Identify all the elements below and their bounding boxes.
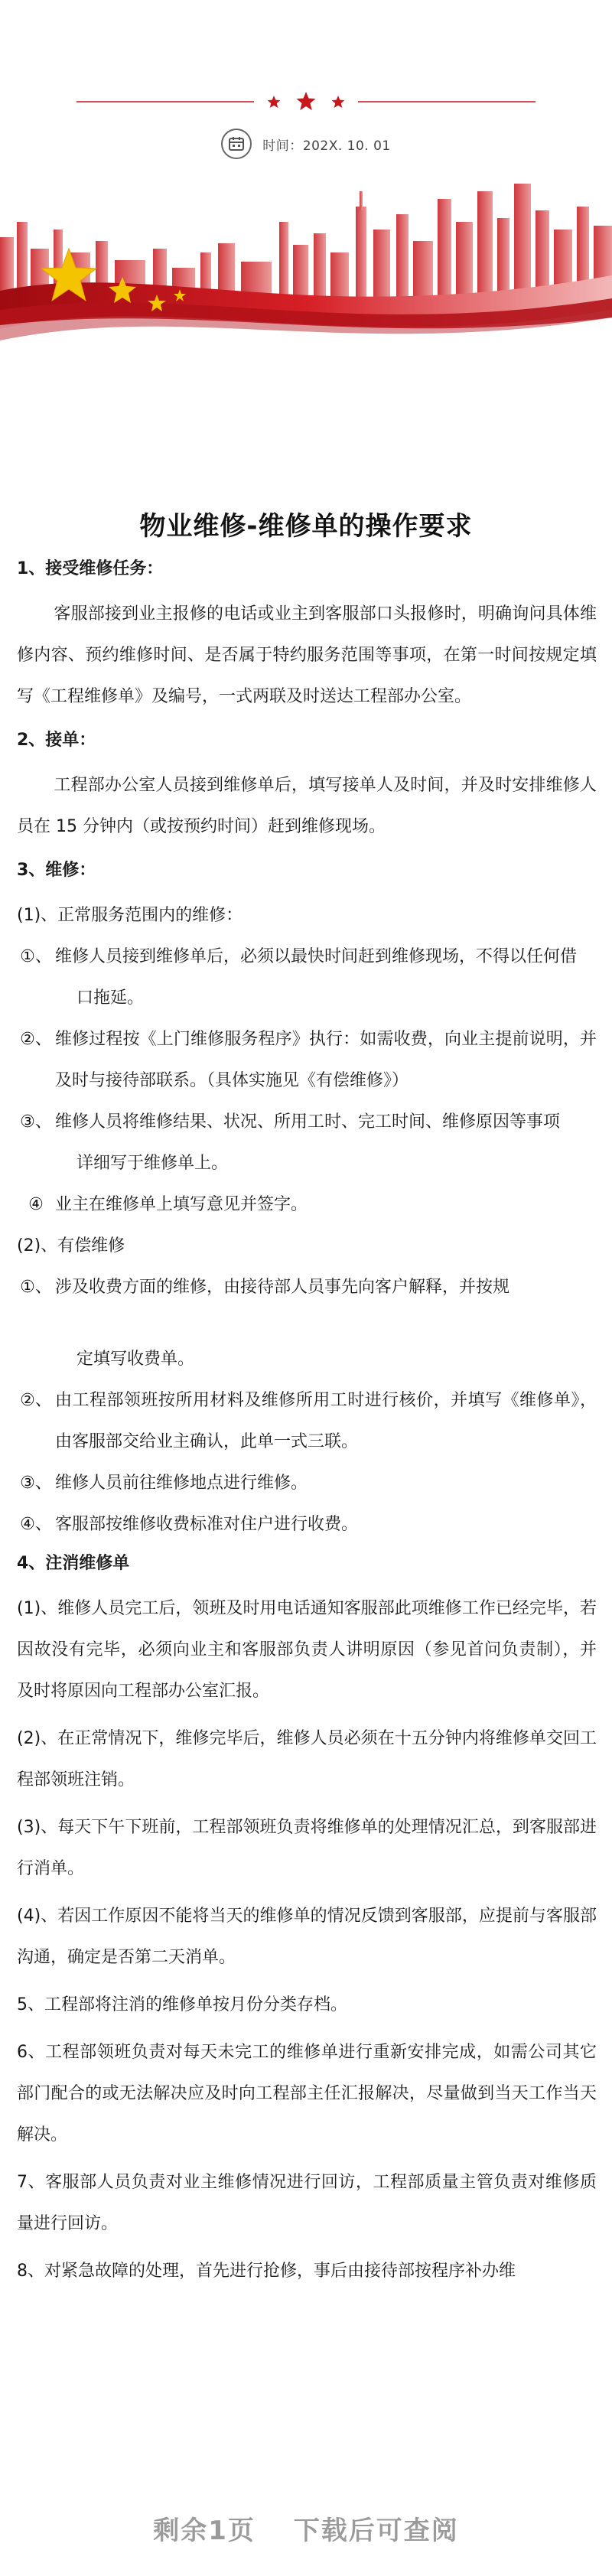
paragraph: 7、客服部人员负责对业主维修情况进行回访，工程部质量主管负责对维修质量进行回访。 <box>17 2173 597 2233</box>
item-number: ③、 <box>20 1474 52 1493</box>
item-number: ①、 <box>20 1278 52 1297</box>
document-title: 物业维修-维修单的操作要求 <box>139 511 473 542</box>
date-label: 时间：202X. 10. 01 <box>262 138 391 154</box>
item-text: 维修人员接到维修单后，必须以最快时间赶到维修现场，不得以任何借 <box>55 947 578 966</box>
section-heading: 2、接单： <box>17 731 96 750</box>
item-continuation: 详细写于维修单上。 <box>76 1154 229 1173</box>
item-number: ②、 <box>20 1391 52 1410</box>
item-text: 由工程部领班按所用材料及维修所用工时进行核价，并填写《维修单》，由客服部交给业主确认，此单一式三联。 <box>55 1391 597 1451</box>
star-icon <box>332 96 345 108</box>
list-item <box>17 1267 597 1308</box>
item-text: 客服部按维修收费标准对住户进行收费。 <box>55 1515 359 1534</box>
item-continuation: 定填写收费单。 <box>76 1350 195 1369</box>
list-item <box>17 1504 597 1545</box>
list-item <box>17 1184 597 1226</box>
list-item <box>17 1019 597 1102</box>
paragraph: (4)、若因工作原因不能将当天的维修单的情况反馈到客服部，应提前与客服部沟通，确定是否第二天消单。 <box>17 1907 597 1967</box>
paragraph: (3)、每天下午下班前，工程部领班负责将维修单的处理情况汇总，到客服部进行消单。 <box>17 1818 597 1878</box>
item-number: ③、 <box>20 1112 52 1132</box>
download-footer[interactable] <box>0 2486 612 2576</box>
item-number: ④、 <box>20 1515 52 1534</box>
list-item <box>17 936 597 978</box>
paragraph: 客服部接到业主报修的电话或业主到客服部口头报修时，明确询问具体维修内容、预约维修时间、是否属于特约服务范围等事项，在第一时间按规定填写《工程维修单》及编号，一式两联及时送达工程部办公室。 <box>17 604 597 706</box>
paragraph: (1)、维修人员完工后，领班及时用电话通知客服部此项维修工作已经完毕，若因故没有完毕，必须向业主和客服部负责人讲明原因（参见首问负责制），并及时将原因向工程部办公室汇报。 <box>17 1599 597 1701</box>
list-item <box>17 1380 597 1463</box>
paragraph: 8、对紧急故障的处理，首先进行抢修，事后由接待部按程序补办维 <box>17 2262 516 2281</box>
item-number: ④ <box>28 1195 44 1214</box>
item-text: 涉及收费方面的维修，由接待部人员事先向客户解释，并按规 <box>55 1278 510 1297</box>
item-number: ①、 <box>20 947 52 966</box>
paragraph: 5、工程部将注消的维修单按月份分类存档。 <box>17 1995 347 2014</box>
star-icon <box>297 92 316 110</box>
document-body <box>17 557 597 2292</box>
paragraph: 工程部办公室人员接到维修单后，填写接单人及时间，并及时安排维修人员在 15 分钟内（或按预约时间）赶到维修现场。 <box>17 776 597 836</box>
item-number: ②、 <box>20 1030 52 1049</box>
date-row <box>0 129 612 159</box>
city-skyline-banner <box>0 176 612 352</box>
download-prompt[interactable] <box>0 2509 612 2547</box>
stars-divider <box>76 90 536 113</box>
item-text: 维修过程按《上门维修服务程序》执行：如需收费，向业主提前说明，并及时与接待部联系。（具体实施见《有偿维修》） <box>55 1030 597 1090</box>
subsection-heading: (1)、正常服务范围内的维修： <box>17 906 243 925</box>
subsection-heading: (2)、有偿维修 <box>17 1236 125 1255</box>
remaining-pages-label: 剩余1页 <box>153 2516 256 2546</box>
download-to-view-link[interactable]: 下载后可查阅 <box>293 2516 459 2546</box>
clock-icon <box>221 129 252 159</box>
item-text: 业主在维修单上填写意见并签字。 <box>55 1195 308 1214</box>
header-banner-area <box>0 0 612 360</box>
paragraph: 6、工程部领班负责对每天未完工的维修单进行重新安排完成，如需公司其它部门配合的或无法解决应及时向工程部主任汇报解决，尽量做到当天工作当天解决。 <box>17 2043 597 2144</box>
item-text: 维修人员前往维修地点进行维修。 <box>55 1474 308 1493</box>
item-text: 维修人员将维修结果、状况、所用工时、完工时间、维修原因等事项 <box>55 1112 561 1132</box>
section-heading: 3、维修： <box>17 861 96 880</box>
list-item <box>17 1463 597 1504</box>
paragraph: (2)、在正常情况下，维修完毕后，维修人员必须在十五分钟内将维修单交回工程部领班注销。 <box>17 1729 597 1790</box>
section-heading: 1、接受维修任务： <box>17 559 164 578</box>
section-heading: 4、注消维修单 <box>17 1554 130 1573</box>
list-item <box>17 1102 597 1143</box>
star-icon <box>268 96 281 108</box>
item-continuation: 口拖延。 <box>76 988 145 1008</box>
